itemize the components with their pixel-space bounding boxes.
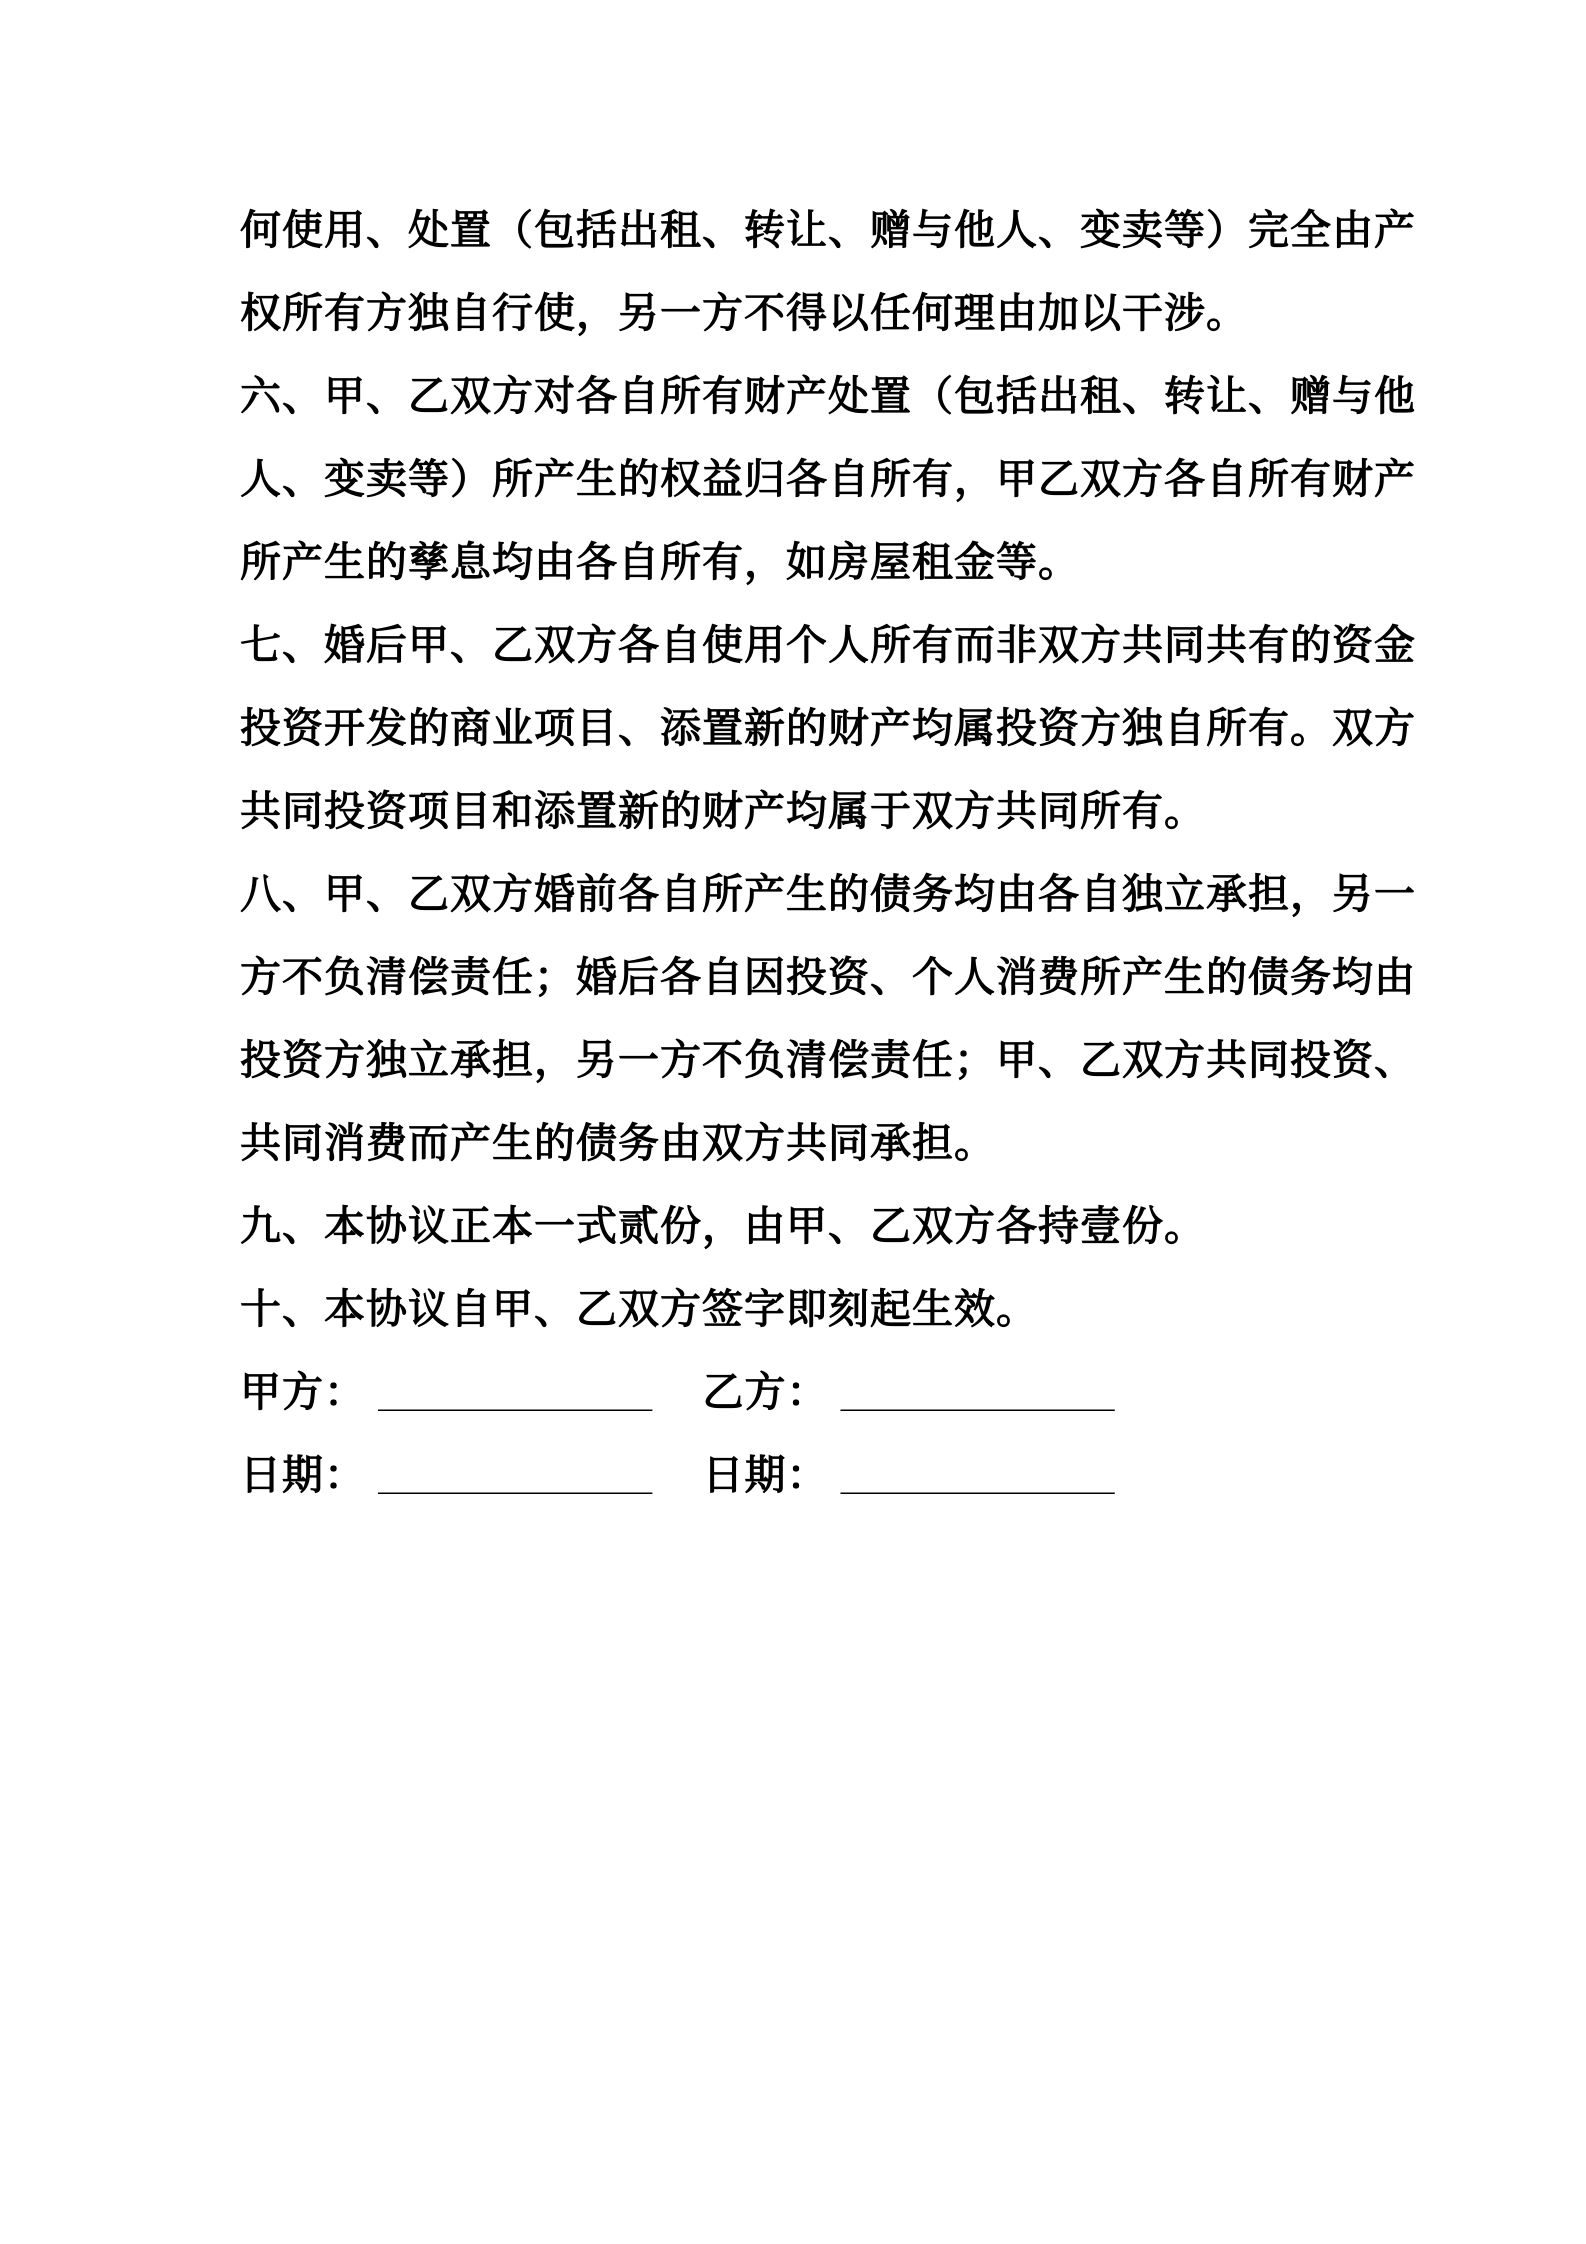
date-a-blank: ____________ [378, 1452, 653, 1498]
doc-line: 人、变卖等）所产生的权益归各自所有，甲乙双方各自所有财产 [240, 456, 1416, 502]
date-a-label: 日期： [240, 1452, 366, 1498]
signature-row-dates [240, 1434, 1470, 1517]
doc-line: 共同消费而产生的债务由双方共同承担。 [240, 1120, 996, 1166]
party-a-signature-blank: ____________ [378, 1369, 653, 1415]
clause-7-line: 七、婚后甲、乙双方各自使用个人所有而非双方共同共有的资金 [240, 622, 1416, 668]
doc-line: 何使用、处置（包括出租、转让、赠与他人、变卖等）完全由产 [240, 207, 1416, 253]
doc-line: 方不负清偿责任；婚后各自因投资、个人消费所产生的债务均由 [240, 954, 1416, 1000]
date-b-blank: ____________ [840, 1452, 1115, 1498]
doc-line: 所产生的孳息均由各自所有，如房屋租金等。 [240, 539, 1080, 585]
signature-row-parties [240, 1351, 1470, 1434]
clause-6-line: 六、甲、乙双方对各自所有财产处置（包括出租、转让、赠与他 [240, 373, 1416, 419]
doc-line: 权所有方独自行使，另一方不得以任何理由加以干涉。 [240, 290, 1248, 336]
clause-10-line: 十、本协议自甲、乙双方签字即刻起生效。 [240, 1286, 1038, 1332]
party-a-label: 甲方： [240, 1369, 366, 1415]
doc-line: 共同投资项目和添置新的财产均属于双方共同所有。 [240, 788, 1206, 834]
document-body [240, 189, 1470, 1517]
clause-8-line: 八、甲、乙双方婚前各自所产生的债务均由各自独立承担，另一 [240, 871, 1416, 917]
clause-9-line: 九、本协议正本一式贰份，由甲、乙双方各持壹份。 [240, 1203, 1206, 1249]
party-b-signature-blank: ____________ [840, 1369, 1115, 1415]
doc-line: 投资方独立承担，另一方不负清偿责任；甲、乙双方共同投资、 [240, 1037, 1416, 1083]
party-b-label: 乙方： [702, 1369, 829, 1415]
doc-line: 投资开发的商业项目、添置新的财产均属投资方独自所有。双方 [240, 705, 1416, 751]
date-b-label: 日期： [702, 1452, 829, 1498]
